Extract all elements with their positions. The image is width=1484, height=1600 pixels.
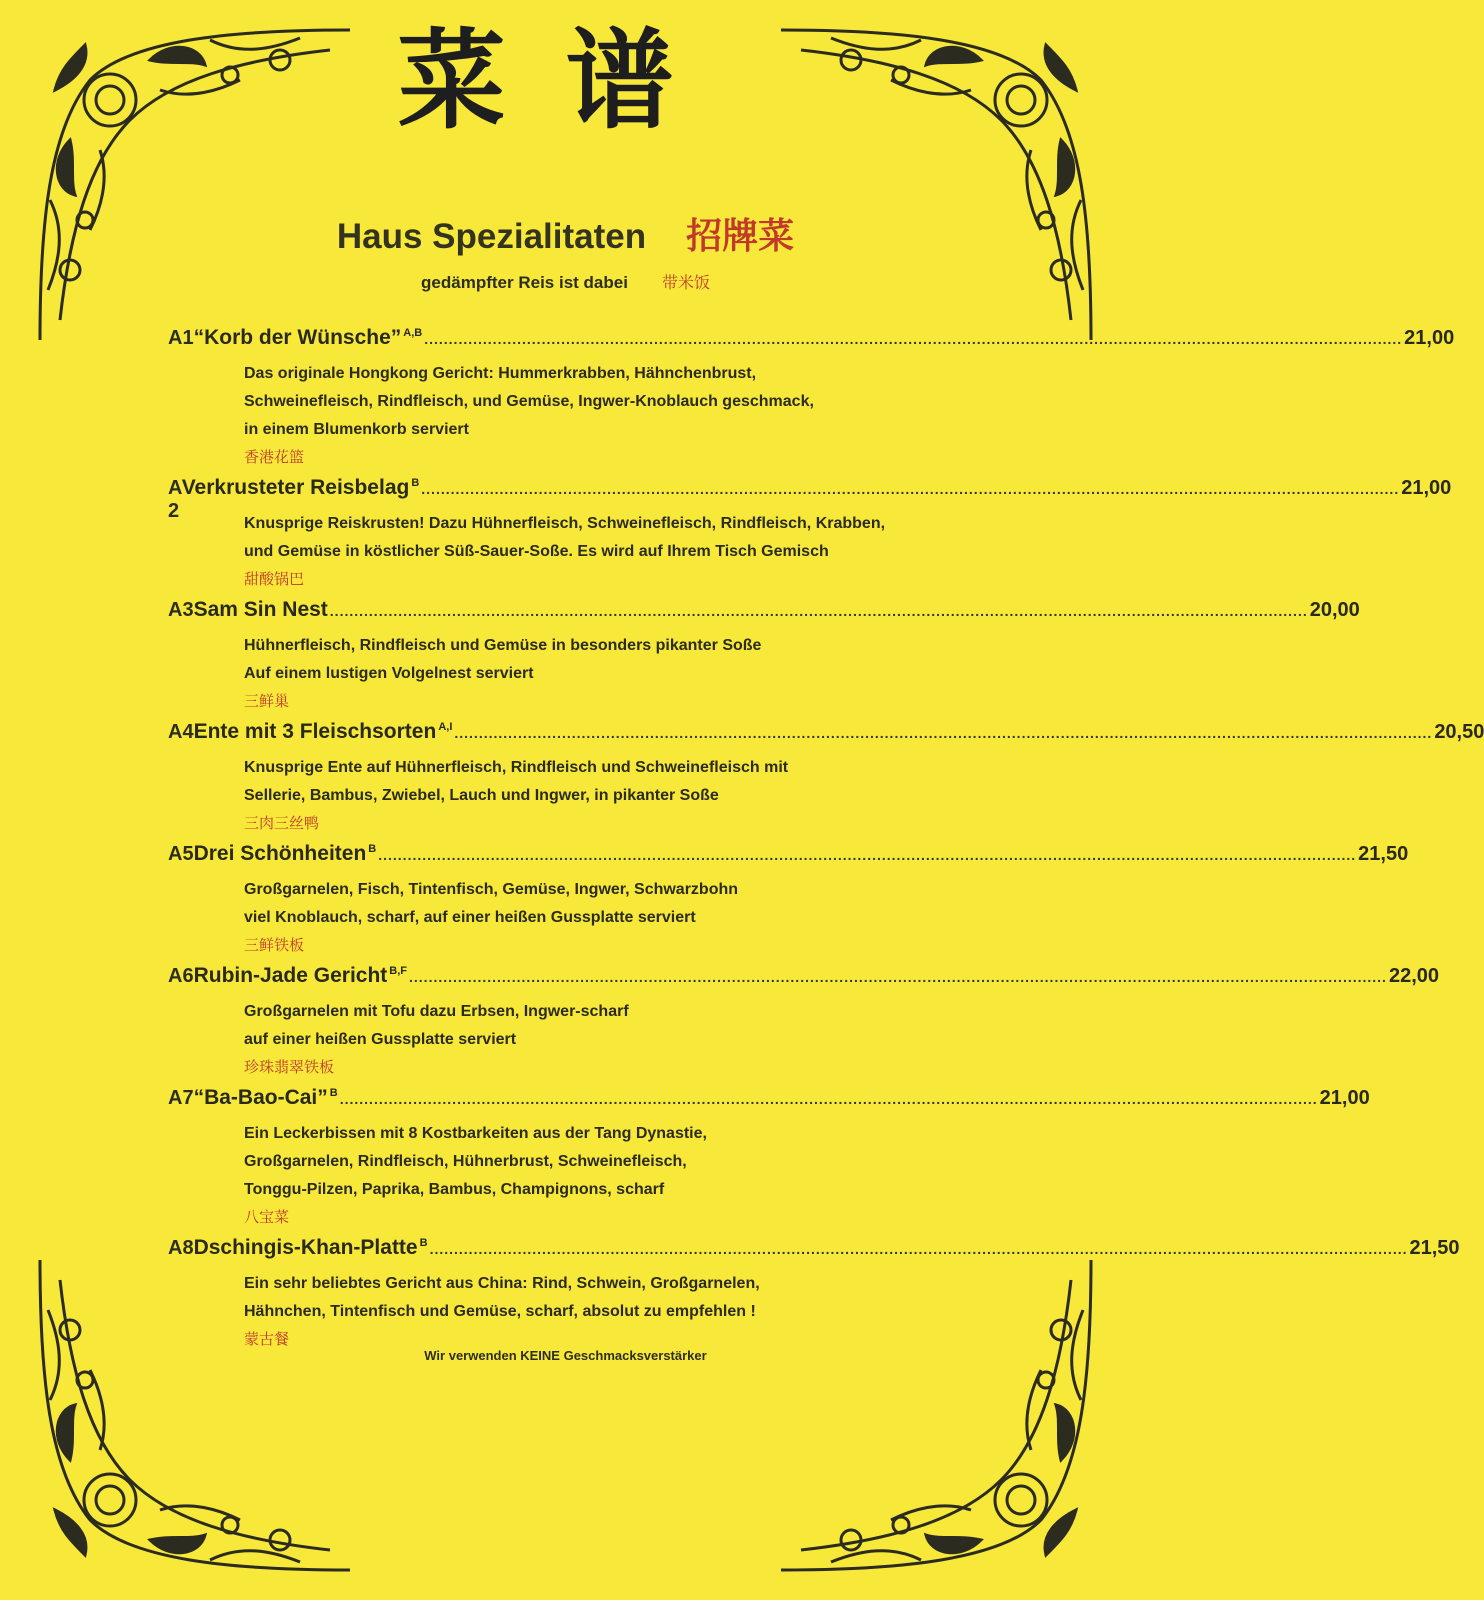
page-title: 菜谱: [397, 18, 734, 144]
description-line: Auf einem lustigen Volgelnest serviert: [244, 665, 534, 682]
item-chinese-name: 三鲜巢: [244, 693, 290, 710]
description-line: Ein sehr beliebtes Gericht aus China: Rind, Schwein, Großgarnelen,: [244, 1275, 760, 1292]
item-description: [244, 632, 958, 688]
menu-item-header: [168, 598, 1360, 632]
item-description: [244, 360, 958, 444]
menu-item-header: [168, 476, 1452, 522]
menu-item: [168, 598, 1360, 716]
item-price: 21,50: [1409, 1237, 1460, 1259]
menu-item: [168, 720, 1484, 838]
leader-dots: ........................................................................................................................................................................................................: [424, 331, 1403, 347]
description-line: Das originale Hongkong Gericht: Hummerkrabben, Hähnchenbrust,: [244, 365, 757, 382]
item-price: 22,00: [1388, 965, 1440, 987]
menu-list: [168, 326, 1484, 1358]
item-allergens: A,B: [403, 327, 423, 339]
leader-dots: ........................................................................................................................................................................................................: [378, 847, 1357, 863]
item-description: [244, 1270, 958, 1326]
item-name: [182, 476, 420, 500]
description-line: Schweinefleisch, Rindfleisch, und Gemüse, Ingwer-Knoblauch geschmack,: [244, 393, 814, 410]
item-name: [194, 1086, 338, 1110]
menu-item: [168, 1236, 1460, 1354]
item-name-text: “Korb der Wünsche”: [193, 326, 402, 349]
menu-item-header: [168, 326, 1455, 360]
item-description: [244, 998, 958, 1054]
item-name-text: Dschingis-Khan-Platte: [193, 1236, 418, 1259]
item-description: [244, 754, 958, 810]
leader-dots: ........................................................................................................................................................................................................: [409, 969, 1387, 985]
item-allergens: B: [411, 477, 420, 489]
description-line: Tonggu-Pilzen, Paprika, Bambus, Champignons, scharf: [244, 1181, 665, 1198]
item-name-text: “Ba-Bao-Cai”: [193, 1086, 328, 1109]
menu-item-header: [168, 1086, 1370, 1120]
item-name-text: Drei Schönheiten: [193, 842, 367, 865]
leader-dots: ........................................................................................................................................................................................................: [339, 1091, 1318, 1107]
item-allergens: B,F: [389, 965, 408, 977]
item-name: [194, 326, 423, 350]
item-name-text: Sam Sin Nest: [193, 598, 328, 621]
leader-dots: ........................................................................................................................................................................................................: [421, 481, 1400, 497]
description-line: Knusprige Reiskrusten! Dazu Hühnerfleisch, Schweinefleisch, Rindfleisch, Krabben,: [244, 515, 886, 532]
item-name-text: Rubin-Jade Gericht: [193, 964, 388, 987]
section-heading-de: Haus Spezialitaten: [336, 217, 647, 256]
description-line: viel Knoblauch, scharf, auf einer heißen Gussplatte serviert: [244, 909, 696, 926]
description-line: auf einer heißen Gussplatte serviert: [244, 1031, 517, 1048]
item-name: [194, 842, 377, 866]
item-code: A3: [168, 599, 194, 621]
section-subheading: [0, 270, 1131, 293]
description-line: Großgarnelen, Fisch, Tintenfisch, Gemüse, Ingwer, Schwarzbohn: [244, 881, 739, 898]
item-name: [194, 1236, 428, 1260]
item-price: 21,00: [1319, 1087, 1370, 1109]
item-name-text: Verkrusteter Reisbelag: [181, 476, 410, 499]
subheading-de: gedämpfter Reis ist dabei: [421, 273, 628, 292]
menu-item: [168, 964, 1440, 1082]
item-code: A5: [168, 843, 194, 865]
item-allergens: B: [368, 843, 377, 855]
menu-item-header: [168, 842, 1409, 876]
item-code: A 2: [168, 477, 182, 522]
item-name-text: Ente mit 3 Fleischsorten: [193, 720, 437, 743]
description-line: Hühnerfleisch, Rindfleisch und Gemüse in besonders pikanter Soße: [244, 637, 762, 654]
item-price: 20,00: [1309, 599, 1360, 621]
description-line: Sellerie, Bambus, Zwiebel, Lauch und Ingwer, in pikanter Soße: [244, 787, 719, 804]
menu-item: [168, 476, 1452, 594]
item-chinese-name: 香港花篮: [244, 449, 305, 466]
item-chinese-name: 八宝菜: [244, 1209, 290, 1226]
item-name: [194, 598, 328, 622]
item-price: 21,00: [1401, 477, 1452, 499]
menu-item: [168, 842, 1409, 960]
item-chinese-name: 蒙古餐: [244, 1331, 290, 1348]
description-line: Großgarnelen, Rindfleisch, Hühnerbrust, Schweinefleisch,: [244, 1153, 687, 1170]
description-line: Knusprige Ente auf Hühnerfleisch, Rindfleisch und Schweinefleisch mit: [244, 759, 789, 776]
item-chinese-name: 三鲜铁板: [244, 937, 305, 954]
description-line: Hähnchen, Tintenfisch und Gemüse, scharf, absolut zu empfehlen !: [244, 1303, 756, 1320]
leader-dots: ........................................................................................................................................................................................................: [329, 603, 1308, 619]
item-chinese-name: 三肉三丝鸭: [244, 815, 320, 832]
leader-dots: ........................................................................................................................................................................................................: [429, 1241, 1408, 1257]
item-chinese-name: 珍珠翡翠铁板: [244, 1059, 335, 1076]
item-code: A1: [168, 327, 194, 349]
item-allergens: B: [419, 1237, 428, 1249]
menu-item-header: [168, 720, 1484, 754]
item-allergens: B: [329, 1087, 338, 1099]
item-price: 20,50: [1434, 721, 1484, 743]
menu-item: [168, 326, 1455, 472]
description-line: und Gemüse in köstlicher Süß-Sauer-Soße. Es wird auf Ihrem Tisch Gemisch: [244, 543, 829, 560]
item-price: 21,00: [1404, 327, 1455, 349]
footer-note: Wir verwenden KEINE Geschmacksverstärker: [424, 1348, 707, 1363]
item-code: A4: [168, 721, 194, 743]
item-name: [194, 720, 453, 744]
item-chinese-name: 甜酸锅巴: [244, 571, 305, 588]
item-code: A7: [168, 1087, 194, 1109]
item-price: 21,50: [1358, 843, 1409, 865]
menu-item: [168, 1086, 1370, 1232]
menu-item-header: [168, 1236, 1460, 1270]
item-name: [194, 964, 407, 988]
item-code: A6: [168, 965, 194, 987]
menu-item-header: [168, 964, 1440, 998]
item-description: [244, 1120, 958, 1204]
description-line: Ein Leckerbissen mit 8 Kostbarkeiten aus der Tang Dynastie,: [244, 1125, 707, 1142]
item-description: [244, 876, 958, 932]
description-line: in einem Blumenkorb serviert: [244, 421, 469, 438]
section-heading: [0, 208, 1131, 259]
description-line: Großgarnelen mit Tofu dazu Erbsen, Ingwer-scharf: [244, 1003, 629, 1020]
item-description: [244, 510, 958, 566]
item-code: A8: [168, 1237, 194, 1259]
section-heading-zh: 招牌菜: [686, 215, 795, 256]
item-allergens: A,I: [438, 721, 453, 733]
subheading-zh: 带米饭: [661, 275, 710, 292]
leader-dots: ........................................................................................................................................................................................................: [454, 725, 1433, 741]
